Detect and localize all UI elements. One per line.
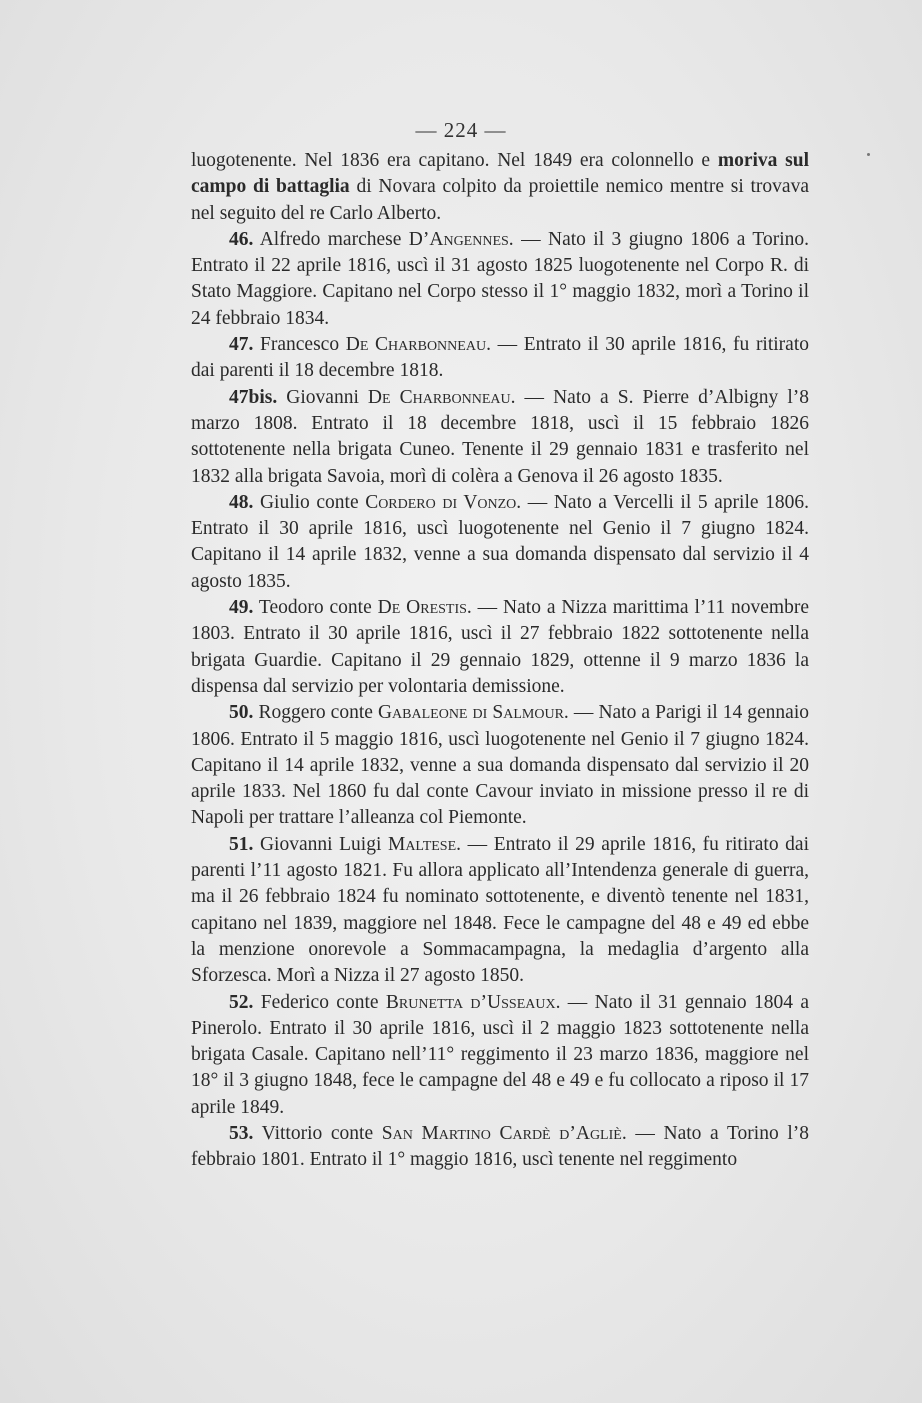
entry-number: 53. <box>229 1122 254 1144</box>
entry-text: Roggero conte <box>253 702 378 724</box>
entry-paragraph <box>191 490 809 595</box>
entry-text: . — Nato a S. Pierre d’Albigny l’8 marzo 1808. Entrato il 18 decembre 1818, uscì il 15 febbraio 1826 sottotenente nella brigata Cuneo. Tenente il 29 gennaio 1831 e trasferito nel 1832 alla brigata Savoia, morì di colèra a Genova il 26 agosto 1835. <box>191 386 810 487</box>
body-text <box>191 148 809 1174</box>
entry-text: di Novara colpito da proiettile nemico mentre si trovava nel seguito del re Carlo Alberto. <box>191 176 809 224</box>
entry-paragraph <box>191 700 809 831</box>
person-surname: Cordero di Vonzo <box>365 491 517 513</box>
person-surname: Maltese <box>387 833 457 855</box>
entry-number: 46. <box>229 228 254 250</box>
person-surname: Gabaleone di Salmour <box>377 702 564 724</box>
person-surname: San Martino Cardè d’Agliè <box>381 1122 622 1144</box>
person-surname: De Charbonneau <box>345 334 487 356</box>
entry-paragraph <box>191 990 809 1121</box>
scan-speck <box>867 153 870 156</box>
entry-text: Federico conte <box>253 991 386 1013</box>
person-surname: De Orestis <box>377 597 467 619</box>
entry-text: . — Nato il 3 giugno 1806 a Torino. Entrato il 22 aprile 1816, uscì il 31 agosto 1825 luogotenente nel Corpo R. di Stato Maggiore. Capitano nel Corpo stesso il 1° maggio 1832, morì a Torino il 24 febbraio 1834. <box>191 228 809 329</box>
entry-number: 47bis. <box>229 386 278 408</box>
entry-text: Teodoro conte <box>253 597 378 619</box>
emphasis-text: moriva sul campo di battaglia <box>191 150 810 198</box>
entry-paragraph <box>191 595 809 700</box>
entry-text: Giulio conte <box>253 491 366 513</box>
entry-number: 48. <box>229 491 254 513</box>
entry-number: 52. <box>229 991 254 1013</box>
entry-text: . — Nato il 31 gennaio 1804 a Pinerolo. Entrato il 30 aprile 1816, uscì il 2 maggio 1823 sottotenente nella brigata Casale. Capitano nell’11° reggimento il 23 marzo 1836, maggiore nel 18° il 3 giugno 1848, fece le campagne del 48 e 49 e fu collocato a riposo il 17 aprile 1849. <box>191 991 810 1118</box>
entry-text: . — Nato a Torino l’8 febbraio 1801. Entrato il 1° maggio 1816, uscì tenente nel reggimento <box>191 1122 809 1171</box>
entry-text: Vittorio conte <box>253 1122 382 1144</box>
entry-text: . — Nato a Parigi il 14 gennaio 1806. Entrato il 5 maggio 1816, uscì luogotenente nel Genio il 7 giugno 1824. Capitano il 14 aprile 1832, venne a sua domanda dispensato dal servizio il 20 aprile 1833. Nel 1860 fu dal conte Cavour inviato in missione presso il re di Napoli per trattare l’alleanza col Piemonte. <box>191 702 809 829</box>
entry-number: 50. <box>229 702 254 724</box>
entry-paragraph <box>191 332 809 385</box>
entry-text: . — Nato a Vercelli il 5 aprile 1806. Entrato il 30 aprile 1816, uscì luogotenente nel Genio il 7 giugno 1824. Capitano il 14 aprile 1832, venne a sua domanda dispensato dal servizio il 4 agosto 1835. <box>191 491 809 592</box>
entry-paragraph <box>191 227 809 332</box>
entry-text: . — Nato a Nizza marittima l’11 novembre 1803. Entrato il 30 aprile 1816, uscì il 27 febbraio 1822 sottotenente nella brigata Guardie. Capitano il 29 gennaio 1829, ottenne il 9 marzo 1836 la dispensa dal servizio per volontaria demissione. <box>191 597 809 697</box>
entry-paragraph <box>191 385 809 490</box>
person-surname: Angennes <box>429 228 509 250</box>
entry-number: 51. <box>229 833 254 855</box>
entry-text: Giovanni Luigi <box>253 833 388 855</box>
entry-text: . — Entrato il 29 aprile 1816, fu ritirato dai parenti l’11 agosto 1821. Fu allora applicato all’Intendenza generale di guerra, ma il 26 febbraio 1824 fu nominato sottotenente, e diventò tenente nel 1831, capitano nel 1839, maggiore nel 1848. Fece le campagne del 48 e 49 ed ebbe la menzione onorevole a Sommacampagna, la medaglia d’argento alla Sforzesca. Morì a Nizza il 27 agosto 1850. <box>191 833 809 987</box>
entry-text: . — Entrato il 30 aprile 1816, fu ritirato dai parenti il 18 decembre 1818. <box>191 334 810 382</box>
entry-text: Alfredo marchese D’ <box>253 228 430 250</box>
entry-text: Francesco <box>253 334 346 356</box>
person-surname: Brunetta d’Usseaux <box>385 991 556 1013</box>
entry-text: Giovanni <box>277 386 368 408</box>
entry-number: 49. <box>229 597 254 619</box>
entry-paragraph <box>191 832 809 990</box>
entry-number: 47. <box>229 334 254 356</box>
paragraph-continuation <box>191 148 809 227</box>
entry-text: luogotenente. Nel 1836 era capitano. Nel 1849 era colonnello e <box>191 150 718 171</box>
page-number: — 224 — <box>415 118 507 142</box>
person-surname: De Charbonneau <box>367 386 511 408</box>
entry-paragraph <box>191 1121 809 1174</box>
